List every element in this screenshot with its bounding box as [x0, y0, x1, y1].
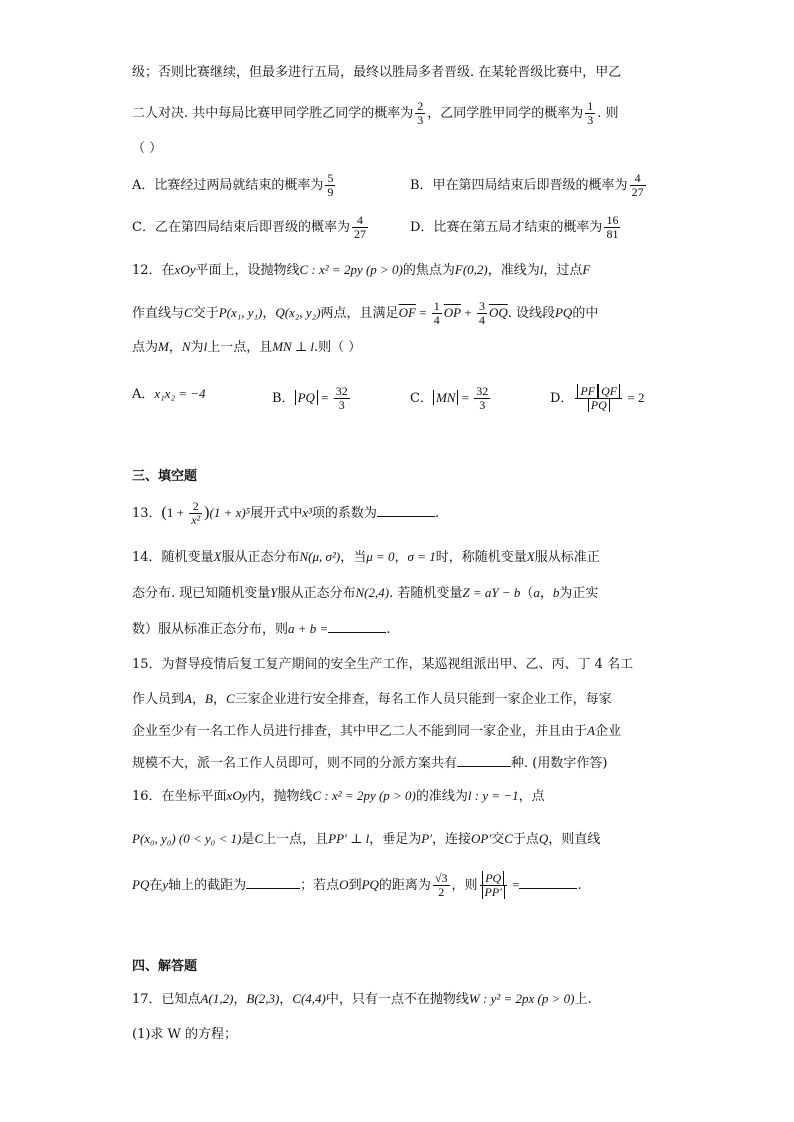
q12-text: 的中 [572, 306, 599, 321]
q14-text: 服从正态分布 [277, 586, 356, 601]
q15-line-3 [132, 722, 621, 741]
q16-text: ，连接 [432, 832, 472, 847]
numerator: 4 [630, 172, 646, 186]
q16-text: ，垂足为 [369, 832, 422, 847]
denominator: 3 [587, 113, 594, 127]
q13-text: 项的系数为 [311, 506, 377, 521]
denominator: 3 [479, 398, 486, 412]
numerator: 4 [352, 214, 368, 228]
answer-blank[interactable] [246, 876, 300, 889]
denominator: 2 [438, 885, 445, 899]
q14-line-3 [132, 620, 390, 639]
q12-line-2 [132, 300, 598, 327]
comma: ， [539, 586, 553, 601]
q14-text: ， [394, 550, 408, 565]
fraction [352, 214, 368, 241]
math-normal-dist: N(μ, σ²) [299, 549, 341, 564]
period: . [386, 622, 391, 637]
abs-qf: QF [598, 384, 620, 398]
q12-option-c [410, 385, 492, 412]
q16-line-1 [132, 787, 545, 806]
option-text: C．乙在第四局结束后即晋级的概率为 [132, 220, 350, 235]
q12-line-1 [132, 261, 590, 280]
q12-text: . 设线段 [507, 306, 555, 321]
abs-pp-prime: PP′ [482, 885, 505, 899]
vector-op: $\overline{OP}$ [443, 305, 462, 320]
math-xoy: xOy [226, 788, 248, 803]
fraction [334, 385, 350, 412]
q12-text: 作直线与 [132, 306, 185, 321]
q11-option-b [410, 172, 648, 199]
math-pq: PQ [132, 877, 150, 892]
equals-sign: = [458, 390, 473, 405]
math-y: y [162, 877, 169, 892]
q14-text: 服从标准正 [534, 550, 600, 565]
q15-text: 种. (用数字作答) [511, 756, 608, 771]
math-point-p0: P(x₀, y₀) (0 < y₀ < 1) [132, 831, 242, 846]
equals-two: = 2 [624, 390, 645, 405]
math-one-plus: 1 + [166, 505, 188, 520]
q14-text: . 若随机变量 [389, 586, 463, 601]
q12-text: 为 [190, 340, 204, 355]
q16-text: 上一点，且 [263, 832, 329, 847]
math-mu: μ = 0 [366, 549, 395, 564]
period: . [577, 878, 582, 893]
q11-answer-paren: （ ） [132, 141, 163, 156]
q14-line-1 [132, 548, 600, 567]
abs-pq: PQ [295, 390, 318, 405]
q16-text: 轴上的截距为 [168, 878, 247, 893]
math-point-p: P(x₁, y₁) [218, 305, 263, 320]
q14-line-2 [132, 584, 598, 603]
math-m: M [158, 339, 169, 354]
q12-text: 交于 [192, 306, 219, 321]
math-p-prime: P′ [421, 831, 433, 846]
option-label: D． [550, 391, 574, 406]
q15-line-4 [132, 754, 607, 773]
q12-text: 平面上，设抛物线 [195, 263, 300, 278]
vector-of: $\overline{OF}$ [398, 305, 416, 320]
numerator: √3 [434, 871, 448, 885]
q16-line-3 [132, 872, 582, 899]
q11-line-1: 级；否则比赛继续，但最多进行五局，最终以胜局多者晋级. 在某轮晋级比赛中，甲乙 [132, 65, 622, 80]
q14-text: 数）服从标准正态分布，则 [132, 622, 289, 637]
math-a: A [184, 691, 192, 706]
fraction [474, 385, 490, 412]
q12-text: 上一点，且 [207, 340, 273, 355]
denominator: 3 [417, 113, 424, 127]
math-pp-perp: PP′ ⊥ l [328, 831, 370, 846]
q12-option-d [550, 385, 644, 412]
math-a-plus-b: a + b = [288, 621, 329, 636]
q12-text: 两点，且满足 [320, 306, 399, 321]
fraction [604, 214, 620, 241]
denominator: 81 [606, 227, 619, 241]
q16-text: 的准线为 [415, 789, 468, 804]
comma: ， [279, 992, 293, 1007]
fraction-one-third [585, 100, 595, 127]
q12-text: ， [262, 306, 276, 321]
q12-text: ， [168, 340, 182, 355]
math-focus: F(0,2) [454, 262, 488, 277]
math-normal-dist: N(2,4) [355, 585, 390, 600]
math-point-c: C(4,4) [292, 991, 326, 1006]
q11-text: . 则 [597, 106, 619, 121]
numerator: 1 [433, 299, 440, 313]
q12-line-3 [132, 338, 361, 357]
q12-text: .则（ ） [314, 340, 362, 355]
q16-text: 到 [348, 878, 362, 893]
q17-subquestion-1: (1)求 W 的方程； [132, 1027, 238, 1042]
fraction-two-thirds [415, 100, 425, 127]
math-y: Y [270, 585, 278, 600]
abs-pq: PQ [588, 398, 610, 412]
q14-text: 时，称随机变量 [435, 550, 527, 565]
q13-text: 展开式中 [250, 506, 303, 521]
q16-text: 内，抛物线 [247, 789, 313, 804]
numerator: 2 [417, 99, 424, 113]
q16-text: 是 [241, 832, 255, 847]
math-a: a [533, 585, 540, 600]
q17-line-1 [132, 990, 592, 1009]
q14-text: （ [520, 586, 534, 601]
q15-text: 作人员到 [132, 692, 185, 707]
q16-text: ；若点 [300, 878, 340, 893]
q15-text: 企业 [594, 724, 621, 739]
abs-mn: MN [433, 390, 459, 405]
math-point-a: A(1,2) [200, 991, 234, 1006]
math-z: Z = aY − b [462, 585, 521, 600]
equals-sign: = [317, 390, 332, 405]
q12-option-b [272, 385, 352, 412]
fraction [630, 172, 646, 199]
math-directrix: l : y = −1 [467, 788, 519, 803]
comma: ， [191, 692, 205, 707]
q16-text: 于点 [512, 832, 539, 847]
math-c: C [184, 305, 193, 320]
fraction-quarter [432, 300, 442, 327]
q12-option-a [132, 385, 206, 404]
q12-text: 点为 [132, 340, 159, 355]
denominator [575, 399, 622, 412]
q15-text: 三家企业进行安全排查，每名工作人员只能到一家企业工作，每家 [234, 692, 612, 707]
numerator: 1 [587, 99, 594, 113]
question-number: 13． [132, 506, 162, 521]
denominator: x² [191, 513, 201, 527]
q17-text: 17．已知点 [132, 992, 201, 1007]
q14-text: 态分布. 现已知随机变量 [132, 586, 271, 601]
numerator: 5 [327, 171, 334, 185]
answer-blank[interactable] [457, 754, 511, 767]
q15-text: 规模不大，派一名工作人员即可，则不同的分派方案共有 [132, 756, 458, 771]
option-label: C． [410, 391, 433, 406]
option-text: B．甲在第四局结束后即晋级的概率为 [410, 178, 628, 193]
math-x: X [213, 549, 222, 564]
math-mn-perp-l: MN ⊥ l [272, 339, 315, 354]
period: . [434, 506, 440, 521]
q13-line [132, 500, 439, 527]
q16-line-2 [132, 830, 600, 849]
math-c: C [254, 831, 264, 846]
option-label: B． [272, 391, 295, 406]
fraction-two-over-x2 [189, 500, 202, 527]
section-title-answer: 四、解答题 [132, 959, 198, 974]
math-op-prime: OP′ [471, 831, 492, 846]
left-paren: ( [161, 504, 167, 521]
math-x-cubed: x³ [302, 505, 312, 520]
fraction-ratio [480, 872, 507, 899]
q14-text: 服从正态分布 [221, 550, 300, 565]
math-point-q: Q(x₂, y₂) [275, 305, 321, 320]
answer-blank[interactable] [519, 876, 577, 889]
q17-text: 上. [574, 992, 592, 1007]
fraction-ratio [575, 385, 622, 412]
denominator: 9 [327, 185, 334, 199]
q17-text: 中，只有一点不在抛物线 [325, 992, 469, 1007]
math-parabola-w: W : y² = 2px (p > 0) [468, 991, 575, 1006]
q11-text: ，乙同学胜甲同学的概率为 [427, 106, 584, 121]
q16-text: ，则 [451, 878, 478, 893]
q16-text: 交 [491, 832, 505, 847]
q11-option-d [410, 214, 622, 241]
q12-text: ，过点 [543, 263, 583, 278]
numerator: 3 [478, 299, 485, 313]
abs-pf: PF [577, 384, 598, 398]
math-o: O [339, 877, 349, 892]
numerator [575, 385, 622, 399]
q16-text: ，点 [518, 789, 545, 804]
numerator: 32 [476, 384, 489, 398]
vector-oq: $\overline{OQ}$ [488, 305, 508, 320]
q15-text: 企业至少有一名工作人员进行排查，其中甲乙二人不能到同一家企业，并且由于 [132, 724, 588, 739]
numerator [480, 872, 507, 886]
right-paren: ) [204, 504, 210, 521]
math-c: C [225, 691, 235, 706]
numerator: 32 [335, 384, 348, 398]
math-pq: PQ [361, 877, 379, 892]
q11-text: 二人对决. 共中每局比赛甲同学胜乙同学的概率为 [132, 106, 414, 121]
denominator: 27 [353, 227, 366, 241]
q12-text: 12．在 [132, 263, 175, 278]
q11-option-a [132, 172, 337, 199]
abs-pq: PQ [482, 871, 504, 885]
q16-text: 的距离为 [378, 878, 431, 893]
math-parabola: C : x² = 2py (p > 0) [312, 788, 416, 803]
q14-text: 14．随机变量 [132, 550, 214, 565]
q11-line-2 [132, 100, 619, 127]
q15-line-1: 15．为督导疫情后复工复产期间的安全生产工作，某巡视组派出甲、乙、丙、丁 4 名工 [132, 657, 634, 672]
q16-text: 16．在坐标平面 [132, 789, 227, 804]
q14-text: 为正实 [559, 586, 599, 601]
denominator: 3 [338, 398, 345, 412]
math-parabola: C : x² = 2py (p > 0) [299, 262, 403, 277]
q11-option-c [132, 214, 370, 241]
denominator: 27 [631, 185, 644, 199]
denominator: 4 [433, 313, 440, 327]
math-a: A [587, 723, 595, 738]
q15-line-2 [132, 690, 612, 709]
math-pq: PQ [554, 305, 573, 320]
q12-text: ，准线为 [487, 263, 540, 278]
q16-text: ，则直线 [548, 832, 601, 847]
numerator: 2 [189, 500, 202, 514]
math-b: b [552, 585, 560, 600]
answer-blank[interactable] [328, 620, 386, 633]
option-text: A．比赛经过两局就结束的概率为 [132, 178, 324, 193]
option-label: A． [132, 387, 155, 402]
section-title-fill-in: 三、填空题 [132, 469, 198, 484]
option-text: D．比赛在第五局才结束的概率为 [410, 220, 603, 235]
math-binomial: (1 + x)⁵ [209, 505, 251, 520]
math-l: l [203, 339, 208, 354]
math-q: Q [538, 831, 549, 846]
comma: ， [233, 992, 247, 1007]
q14-text: ，当 [340, 550, 367, 565]
q16-text: 在 [149, 878, 163, 893]
math-n: N [181, 339, 191, 354]
plus-sign: + [461, 305, 475, 320]
math-f: F [582, 262, 591, 277]
equals-sign: = [508, 877, 520, 892]
denominator [480, 886, 507, 899]
fraction-sqrt3-over-2 [433, 872, 450, 899]
math-b: B [204, 691, 213, 706]
math-x: X [526, 549, 535, 564]
fraction [325, 172, 335, 199]
math-expression: x₁x₂ = −4 [154, 386, 206, 401]
math-l: l [539, 262, 544, 277]
comma: ， [212, 692, 226, 707]
numerator: 16 [606, 213, 619, 227]
math-xoy: xOy [174, 262, 196, 277]
q12-text: 的焦点为 [402, 263, 455, 278]
answer-blank[interactable] [377, 504, 435, 517]
equals-sign: = [415, 305, 430, 320]
denominator: 4 [478, 313, 485, 327]
math-c: C [504, 831, 513, 846]
math-sigma: σ = 1 [407, 549, 436, 564]
fraction-three-quarters [477, 300, 487, 327]
math-point-b: B(2,3) [246, 991, 280, 1006]
